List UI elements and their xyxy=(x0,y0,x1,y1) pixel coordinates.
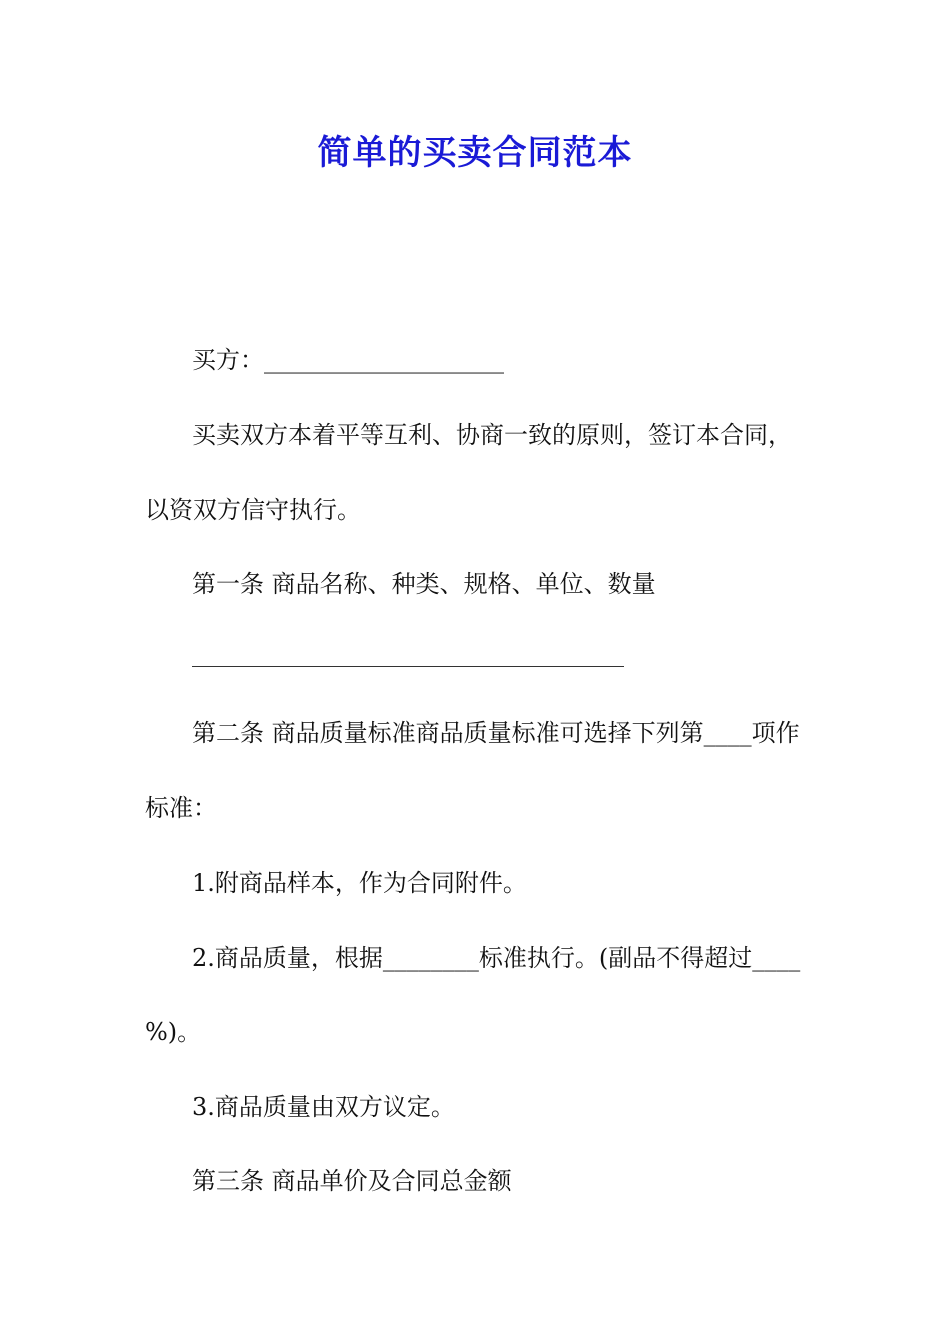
item-1: 1.附商品样本，作为合同附件。 xyxy=(192,869,527,897)
item-3: 3.商品质量由双方议定。 xyxy=(192,1093,455,1121)
intro-line-1: 买卖双方本着平等互利、协商一致的原则，签订本合同， xyxy=(192,421,792,449)
item-2-line-1: 2.商品质量，根据________标准执行。(副品不得超过____ xyxy=(192,944,801,972)
document-title: 简单的买卖合同范本 xyxy=(317,133,633,173)
article-1-heading: 第一条 商品名称、种类、规格、单位、数量 xyxy=(192,570,656,598)
intro-line-2: 以资双方信守执行。 xyxy=(145,496,361,524)
blank-fill-line xyxy=(192,666,624,667)
item-2-line-2: %)。 xyxy=(145,1018,202,1046)
article-3-heading: 第三条 商品单价及合同总金额 xyxy=(192,1167,512,1195)
article-2-line-1: 第二条 商品质量标准商品质量标准可选择下列第____项作 xyxy=(192,719,800,747)
article-2-line-2: 标准： xyxy=(145,794,217,822)
buyer-line: 买方：____________________ xyxy=(192,346,504,374)
